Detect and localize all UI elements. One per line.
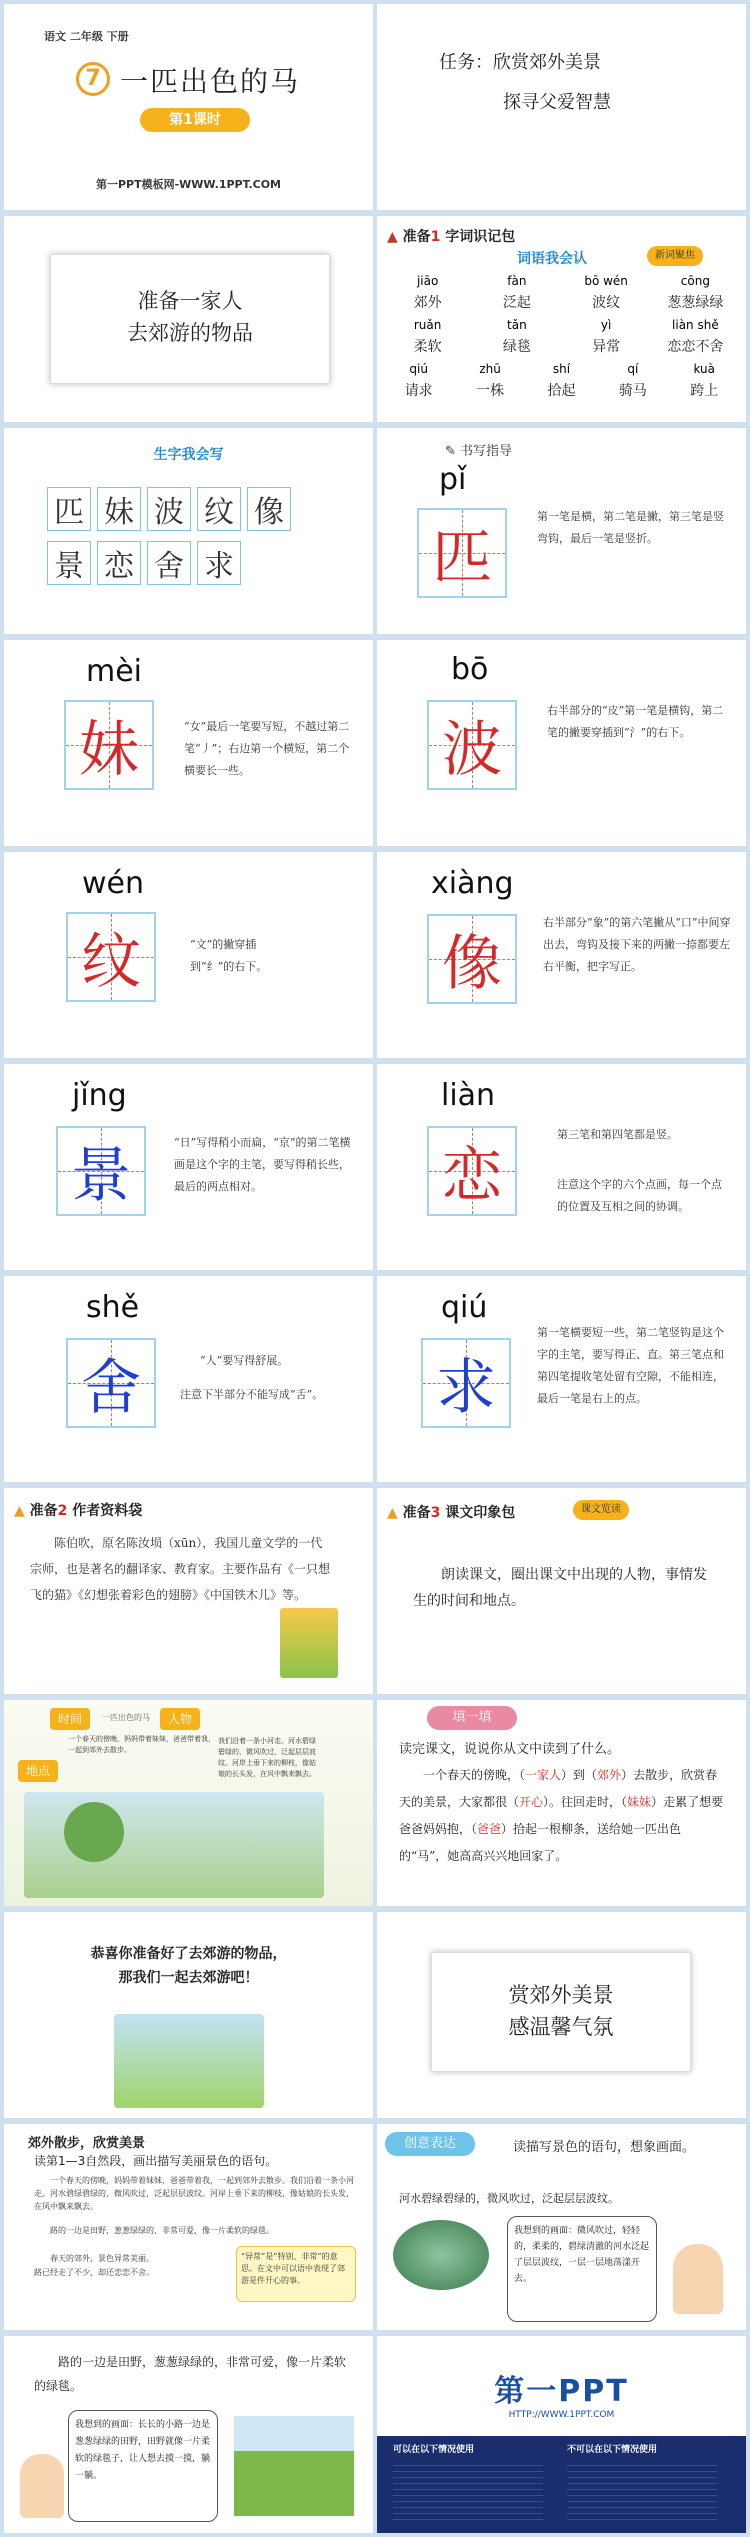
family-walk-illustration xyxy=(24,1792,324,1898)
site-url: 第一PPT模板网-WWW.1PPT.COM xyxy=(95,178,282,191)
task-line-2: 探寻父爱智慧 xyxy=(503,92,611,113)
slide-enjoy xyxy=(377,1912,746,2118)
section-header xyxy=(14,1500,142,1520)
cannot-use-heading: 不可以在以下情况使用 xyxy=(567,2445,658,2455)
enjoy-line-2: 感温馨气氛 xyxy=(508,2015,614,2039)
student-avatar xyxy=(20,2454,64,2518)
char-cell: 妹 xyxy=(97,487,141,531)
field-image xyxy=(234,2416,354,2516)
word-pinyin: yì xyxy=(600,318,612,332)
slide-author xyxy=(4,1488,373,1694)
fill-text: ）走累了想要爸爸妈妈抱，（ xyxy=(399,1795,724,1836)
guide-label: 书写指导 xyxy=(460,444,513,459)
reading-para-2: 路的一边是田野，葱葱绿绿的，非常可爱，像一片柔软的绿毯。 xyxy=(50,2226,274,2235)
vocab-word: 郊外 xyxy=(413,295,442,311)
reading-para-1: 一个春天的傍晚，妈妈带着妹妹，爸爸带着我，一起到郊外去散步。我们沿着一条小河走。河水碧绿碧绿的，微风吹过，泛起层层波纹。河岸上垂下来的柳枝，像姑娘的长头发，在风中飘来飘去。 xyxy=(34,2176,354,2211)
char-grid xyxy=(56,1126,146,1216)
char-grid xyxy=(417,508,507,598)
lesson-number-badge: 7 xyxy=(76,62,110,96)
congrats-line-1: 恭喜你准备好了去郊游的物品， xyxy=(90,1946,287,1962)
word-pinyin: kuà xyxy=(693,362,716,376)
thought-bubble: 我想到的画面：长长的小路一边是葱葱绿绿的田野，田野就像一片柔软的绿毯子，让人想去摸一摸，躺一躺。 xyxy=(68,2410,218,2522)
word-pinyin: qiú xyxy=(409,362,428,376)
can-use-list xyxy=(393,2460,543,2520)
book-title: 一匹出色的马 xyxy=(102,1713,150,1722)
header-num: 2 xyxy=(57,1503,68,1519)
slide-congrats xyxy=(4,1912,373,2118)
stroke-note: “文”的撇穿插到“纟”的右下。 xyxy=(190,938,268,973)
slide-scenery-reading xyxy=(4,2124,373,2330)
prepare-line-1: 准备一家人 xyxy=(137,289,243,313)
bag-icon: ▲ xyxy=(387,229,398,245)
char-grid xyxy=(66,1338,156,1428)
fill-tag: 填一填 xyxy=(427,1706,517,1730)
pinyin: mèi xyxy=(86,654,143,689)
word-pinyin: jiāo xyxy=(416,274,439,288)
word-pinyin: bō wén xyxy=(584,274,628,288)
stroke-note-2: 注意这个字的六个点画，每一个点的位置及互相之间的协调。 xyxy=(557,1178,722,1213)
char-cell: 景 xyxy=(47,541,91,585)
header-word: 准备 xyxy=(402,229,431,245)
reading-badge: 课文览读 xyxy=(573,1500,629,1520)
char-grid xyxy=(427,914,517,1004)
pinyin-row xyxy=(383,362,740,376)
slide-write xyxy=(4,428,373,634)
vocab-word: 请求 xyxy=(404,383,433,399)
bag-icon: ▲ xyxy=(387,1505,398,1521)
char-glyph: 像 xyxy=(442,929,502,999)
header-num: 3 xyxy=(430,1505,441,1521)
word-pinyin: ruǎn xyxy=(413,318,442,332)
congrats-text xyxy=(4,1942,373,1990)
vocab-subtitle: 词语我会认 xyxy=(517,251,587,267)
slide-vocab xyxy=(377,216,746,422)
imagine-task: 读描写景色的语句，想象画面。 xyxy=(513,2140,696,2155)
stroke-note: “日”写得稍小而扁，“京”的第二笔横画是这个字的主笔，要写得稍长些，最后的两点相对。 xyxy=(174,1136,351,1193)
pinyin-row xyxy=(383,274,740,288)
bag-icon: ▲ xyxy=(14,1503,25,1519)
thought-bubble: 我想到的画面：微风吹过，轻轻的，柔柔的，碧绿清澈的河水泛起了层层波纹，一层一层地荡漾开去。 xyxy=(507,2216,657,2322)
char-glyph: 波 xyxy=(442,715,502,785)
people-tag: 人物 xyxy=(160,1708,200,1730)
slide-char-jing xyxy=(4,1064,373,1270)
stroke-note: 右半部分的“皮”第一笔是横钩，第二笔的撇要穿插到“氵”的右下。 xyxy=(547,704,724,739)
vocab-word: 拾起 xyxy=(547,383,576,399)
slide-char-xiang xyxy=(377,852,746,1058)
vocab-word: 恋恋不舍 xyxy=(667,339,724,355)
word-pinyin: fàn xyxy=(507,274,527,288)
pinyin: jǐng xyxy=(72,1078,127,1113)
enjoy-line-1: 赏郊外美景 xyxy=(508,1983,614,2007)
word-pinyin: qí xyxy=(627,362,639,376)
stroke-note: 右半部分“象”的第六笔撇从“口”中间穿出去，弯钩及接下来的两撇一捺都要左右平衡，把字写正。 xyxy=(543,916,731,973)
new-words-badge: 新词聚焦 xyxy=(647,246,703,266)
slide-char-bo xyxy=(377,640,746,846)
reading-title: 郊外散步，欣赏美景 xyxy=(28,2136,146,2151)
word-row xyxy=(383,336,740,356)
brand-url: HTTP://WWW.1PPT.COM xyxy=(508,2410,615,2420)
scene-quote: 河水碧绿碧绿的，微风吹过，泛起层层波纹。 xyxy=(399,2192,619,2205)
word-pinyin: shí xyxy=(552,362,571,376)
enjoy-card xyxy=(431,1952,691,2072)
header-tail: 课文印象包 xyxy=(445,1505,516,1521)
fill-text: ）。往回走时，（ xyxy=(543,1795,628,1809)
vocab-word: 绿毯 xyxy=(502,339,531,355)
pinyin: qiú xyxy=(441,1290,488,1325)
reading-task: 读第1—3自然段，画出描写美丽景色的语句。 xyxy=(34,2154,278,2168)
vocab-word: 跨上 xyxy=(690,383,719,399)
blank-answer: 妹妹 xyxy=(627,1795,652,1809)
word-row xyxy=(383,292,740,312)
family-picnic-image xyxy=(114,2014,264,2108)
lesson-title: 一匹出色的马 xyxy=(120,65,301,98)
vocab-word: 葱葱绿绿 xyxy=(667,295,724,311)
pinyin: bō xyxy=(451,652,489,687)
char-glyph: 舍 xyxy=(81,1353,141,1423)
slide-imagine-1 xyxy=(377,2124,746,2330)
char-glyph: 景 xyxy=(71,1141,131,1211)
brand-logo: 第一PPT xyxy=(494,2374,629,2409)
stroke-note-2: 注意下半部分不能写成“舌”。 xyxy=(180,1388,324,1401)
header-tail: 作者资料袋 xyxy=(72,1503,143,1519)
impression-task: 朗读课文，圈出课文中出现的人物，事情发生的时间和地点。 xyxy=(413,1567,707,1609)
prepare-card xyxy=(50,254,330,384)
grade-label: 语文 二年级 下册 xyxy=(44,30,129,43)
char-glyph: 妹 xyxy=(79,715,139,785)
blank-answer: 开心 xyxy=(519,1795,544,1809)
word-pinyin: cōng xyxy=(680,274,710,288)
time-tag: 时间 xyxy=(50,1708,90,1730)
book-cover-image xyxy=(280,1608,338,1678)
slide-brand xyxy=(377,2336,746,2533)
char-cell: 求 xyxy=(197,541,241,585)
cannot-use-list xyxy=(567,2460,717,2520)
tip-bubble: “异常”是“特别、非常”的意思。在文中可以语中表现了郊游是件开心的事。 xyxy=(236,2246,356,2302)
stroke-note: 第一笔是横，第二笔是撇，第三笔是竖弯钩，最后一笔是竖折。 xyxy=(537,510,724,545)
char-glyph: 求 xyxy=(436,1353,496,1423)
slide-char-lian xyxy=(377,1064,746,1270)
usage-footer xyxy=(377,2436,746,2533)
char-glyph: 匹 xyxy=(432,523,492,593)
pinyin: shě xyxy=(86,1290,140,1325)
reading-para-4: 路已经走了不少，却还恋恋不舍。 xyxy=(34,2268,154,2277)
slide-char-mei xyxy=(4,640,373,846)
word-pinyin: tǎn xyxy=(507,318,527,332)
section-header xyxy=(387,226,515,246)
slide-char-she xyxy=(4,1276,373,1482)
vocab-word: 一株 xyxy=(476,383,505,399)
char-cell: 纹 xyxy=(197,487,241,531)
stroke-note: 第一笔横要短一些，第二笔竖钩是这个字的主笔，要写得正、直。第三笔点和第四笔提收笔处留有空隙，不能相连，最后一笔是右上的点。 xyxy=(537,1326,724,1405)
vocab-word: 异常 xyxy=(592,339,621,355)
section-header xyxy=(387,1502,515,1522)
stroke-note-1: “人”要写得舒展。 xyxy=(200,1354,289,1367)
pinyin: pǐ xyxy=(439,462,467,497)
river-image xyxy=(393,2220,489,2290)
prepare-line-2: 去郊游的物品 xyxy=(127,321,253,345)
header-num: 1 xyxy=(430,229,441,245)
place-tag: 地点 xyxy=(18,1760,58,1782)
fill-text: ）去散步，欣赏春天的美景，大家都很（ xyxy=(399,1768,718,1809)
slide-impression xyxy=(377,1488,746,1694)
char-grid xyxy=(421,1338,511,1428)
char-cell: 恋 xyxy=(97,541,141,585)
slide-char-pi xyxy=(377,428,746,634)
pinyin: liàn xyxy=(441,1078,496,1113)
blank-answer: 爸爸 xyxy=(477,1822,502,1836)
slide-textbook-page xyxy=(4,1700,373,1906)
textbook-para-2: 我们沿着一条小河走。河水碧绿碧绿的，微风吹过，泛起层层波纹。河岸上垂下来的柳枝，像姑娘的长头发，在风中飘来飘去。 xyxy=(218,1737,316,1778)
fill-text: ）拾起一根柳条，送给她一匹出色的“马”，她高高兴兴地回家了。 xyxy=(399,1822,682,1863)
congrats-line-2: 那我们一起去郊游吧！ xyxy=(118,1970,259,1986)
char-grid xyxy=(64,700,154,790)
write-title: 生字我会写 xyxy=(153,447,224,463)
fill-answer xyxy=(399,1762,729,1870)
word-pinyin: liàn shě xyxy=(672,318,719,332)
char-cell: 匹 xyxy=(47,487,91,531)
fill-question: 读完课文，说说你从文中读到了什么。 xyxy=(399,1742,621,1757)
fill-text: ）到（ xyxy=(561,1768,598,1782)
stroke-note: “女”最后一笔要写短，不越过第二笔“丿”；右边第一个横短，第二个横要长一些。 xyxy=(184,720,350,777)
slide-char-qiu xyxy=(377,1276,746,1482)
slide-title xyxy=(4,4,373,210)
vocab-word: 泛起 xyxy=(502,295,531,311)
header-word: 准备 xyxy=(402,1505,431,1521)
char-cell: 像 xyxy=(247,487,291,531)
student-avatar xyxy=(673,2244,723,2314)
can-use-heading: 可以在以下情况使用 xyxy=(393,2445,475,2455)
task-line-1: 任务：欣赏郊外美景 xyxy=(439,52,601,73)
char-cell: 舍 xyxy=(147,541,191,585)
slide-task xyxy=(377,4,746,210)
willow-tree-image xyxy=(64,1802,124,1862)
word-row xyxy=(383,380,740,400)
pinyin: xiàng xyxy=(431,866,514,901)
header-tail: 字词识记包 xyxy=(445,229,516,245)
textbook-para-1: 一个春天的傍晚，妈妈带着妹妹，爸爸带着我，一起到郊外去散步。 xyxy=(68,1735,215,1754)
lesson-session-pill: 第1课时 xyxy=(140,108,250,132)
scene-quote: 路的一边是田野，葱葱绿绿的，非常可爱，像一片柔软的绿毯。 xyxy=(34,2355,347,2393)
fill-text: 一个春天的傍晚，（ xyxy=(423,1768,526,1782)
stroke-note-1: 第三笔和第四笔都是竖。 xyxy=(557,1128,678,1141)
char-grid xyxy=(427,1126,517,1216)
char-glyph: 纹 xyxy=(81,927,141,997)
creative-tag: 创意表达 xyxy=(385,2132,475,2156)
char-grid xyxy=(66,912,156,1002)
slide-prepare xyxy=(4,216,373,422)
slide-char-wen xyxy=(4,852,373,1058)
char-row-2 xyxy=(44,538,244,588)
char-cell: 波 xyxy=(147,487,191,531)
vocab-word: 波纹 xyxy=(592,295,621,311)
char-glyph: 恋 xyxy=(442,1141,502,1211)
slide-fill-blanks xyxy=(377,1700,746,1906)
reading-para-3: 春天的郊外，景色异常美丽。 xyxy=(50,2254,154,2263)
blank-answer: 郊外 xyxy=(597,1768,622,1782)
writing-guide-header xyxy=(445,440,512,459)
char-grid xyxy=(427,700,517,790)
slide-imagine-2 xyxy=(4,2336,373,2533)
pinyin: wén xyxy=(82,866,145,901)
blank-answer: 一家人 xyxy=(525,1768,562,1782)
pinyin-row xyxy=(383,318,740,332)
word-pinyin: zhū xyxy=(479,362,501,376)
char-row-1 xyxy=(44,484,294,534)
vocab-word: 柔软 xyxy=(413,339,442,355)
pencil-icon: ✎ xyxy=(445,444,456,459)
vocab-word: 骑马 xyxy=(618,383,647,399)
author-bio: 陈伯吹，原名陈汝埙（xūn），我国儿童文学的一代宗师，也是著名的翻译家、教育家。主要作品有《一只想飞的猫》《幻想张着彩色的翅膀》《中国铁木儿》等。 xyxy=(30,1536,331,1602)
header-word: 准备 xyxy=(29,1503,58,1519)
